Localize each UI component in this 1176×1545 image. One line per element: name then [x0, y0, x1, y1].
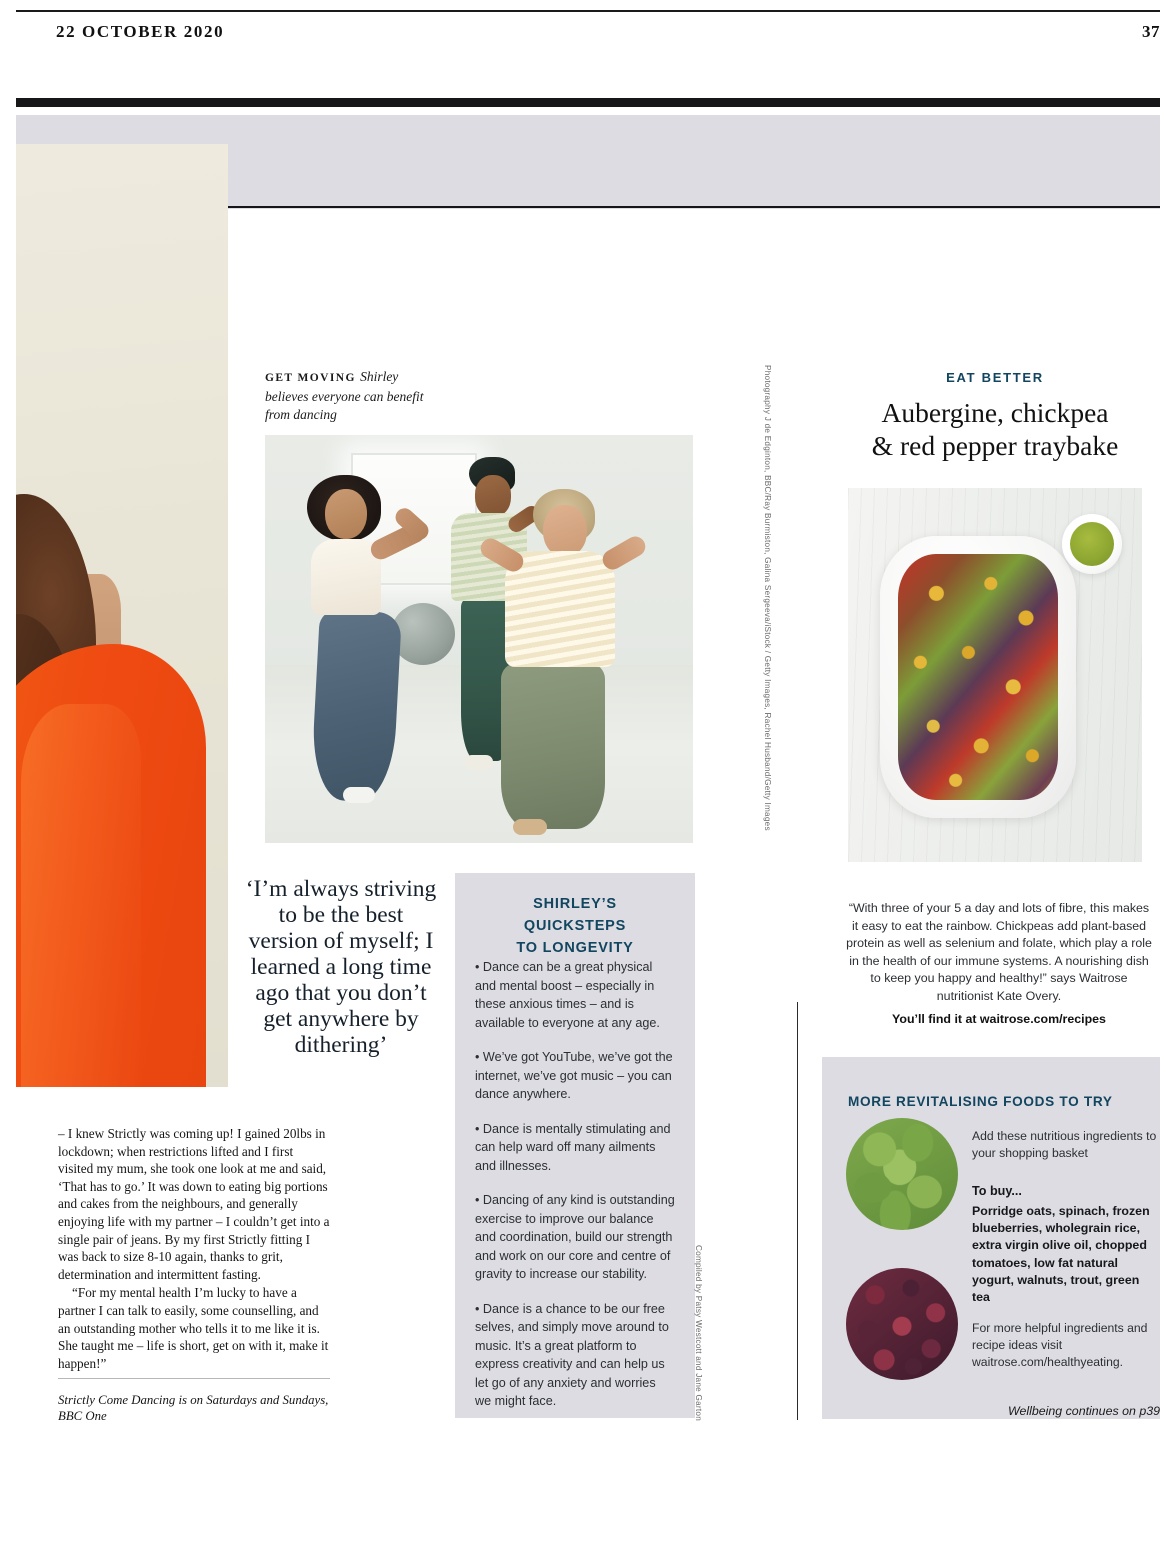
dancer-left-shoe — [343, 787, 375, 803]
quicksteps-bullet-list — [475, 958, 675, 1427]
dancer-middle-head — [475, 475, 511, 517]
to-buy-label: To buy... — [972, 1184, 1022, 1198]
eat-better-kicker: EAT BETTER — [946, 370, 1044, 385]
revitalising-more-info: For more helpful ingredients and recipe ideas visit waitrose.com/healthyeating. — [972, 1321, 1148, 1369]
section-black-band — [16, 98, 1160, 107]
article-paragraph: “For my mental health I’m lucky to have a partner I can talk to easily, some counselling, and an outstanding mother who tells it to me like it is. She taught me – life is short, get on with it, make it happen!” — [58, 1285, 329, 1371]
nutritionist-quote — [845, 900, 1153, 1028]
dance-class-photo — [265, 435, 693, 843]
dancer-right-shoe — [513, 819, 547, 835]
recipe-traybake-food — [898, 554, 1058, 800]
nutritionist-quote-text: “With three of your 5 a day and lots of fibre, this makes it easy to eat the rainbow. Chickpeas add plant-based protein as well as selenium and folate, which play a role in the health of our immune systems. A nourishing dish to keep you happy and healthy!” says Waitrose nutritionist Kate Overy. — [846, 901, 1152, 1003]
quicksteps-title-line-2: QUICKSTEPS — [523, 918, 627, 934]
sign-off-rule — [58, 1378, 330, 1379]
photography-credit: Photography J de Edginton, BBC/Ray Burmiston, Galina Sergeeva/iStock / Getty Images, Rachel Husband/Getty Images — [763, 365, 772, 831]
column-divider-rule — [797, 1002, 798, 1420]
caption-kicker: GET MOVING — [265, 372, 361, 384]
caption-text: Shirley believes everyone can benefit from dancing — [265, 369, 424, 422]
quicksteps-bullet: • Dance is a chance to be our free selves, and simply move around to music. It’s a great platform to express creativity and can help us let go of any anxiety and worries we might face. — [475, 1301, 669, 1408]
dancer-right-striped-tee — [505, 551, 615, 667]
continues-note: Wellbeing continues on p39 — [1007, 1404, 1160, 1418]
recipe-link-cta[interactable]: You’ll find it at waitrose.com/recipes — [892, 1011, 1106, 1026]
quicksteps-title-line-3: TO LONGEVITY — [516, 940, 634, 956]
quicksteps-bullet: • Dance can be a great physical and mental boost – especially in these anxious times – and is available to everyone at any age. — [475, 960, 660, 1030]
recipe-photo — [848, 488, 1142, 862]
to-buy-list: Porridge oats, spinach, frozen blueberries, wholegrain rice, extra virgin olive oil, chopped tomatoes, low fat natural yogurt, walnuts, trout, green tea — [972, 1204, 1150, 1305]
sign-off-note: Strictly Come Dancing is on Saturdays and Sundays, BBC One — [58, 1393, 329, 1423]
frozen-berries-photo — [846, 1268, 958, 1380]
recipe-title-line-1: Aubergine, chickpea — [881, 397, 1109, 428]
pull-quote: ‘I’m always striving to be the best version of myself; I learned a long time ago that you don’t get anywhere by dithering’ — [245, 876, 437, 1058]
portrait-garment-highlight — [21, 704, 141, 1087]
revitalising-intro-text: Add these nutritious ingredients to your shopping basket — [972, 1129, 1157, 1160]
masthead-top-rule — [16, 10, 1160, 12]
shirley-portrait-photo — [16, 144, 228, 1087]
masthead — [16, 10, 1160, 54]
compiled-by-credit: Compiled by Patsy Westcott and Jane Garton — [694, 1245, 703, 1422]
quicksteps-title-line-1: SHIRLEY’S — [533, 896, 617, 912]
revitalising-foods-title: MORE REVITALISING FOODS TO TRY — [848, 1094, 1113, 1109]
dancer-left-head — [325, 489, 367, 539]
top-hairline-rule — [227, 206, 1160, 208]
dancer-right-head — [543, 505, 587, 557]
get-moving-caption — [265, 368, 435, 425]
dancer-right-trousers — [501, 663, 605, 829]
recipe-title — [835, 396, 1155, 462]
article-paragraph: – I knew Strictly was coming up! I gained 20lbs in lockdown; when restrictions lifted and I first visited my mum, she took one look at me and said, ‘That has to go.’ It was down to eating big portions and cakes from the neighbours, and generally enjoying life with my partner – I couldn’t get into a single pair of jeans. By my first Strictly fitting I was back to size 8-10 again, thanks to grit, determination and intermittent fasting. — [58, 1126, 330, 1282]
quicksteps-bullet: • Dance is mentally stimulating and can help ward off many ailments and illnesses. — [475, 1121, 671, 1173]
spinach-photo — [846, 1118, 958, 1230]
pesto-dressing — [1070, 522, 1114, 566]
dancer-middle-shoe — [465, 755, 493, 770]
page-number: 37 — [1142, 22, 1160, 41]
quicksteps-bullet: • We’ve got YouTube, we’ve got the internet, we’ve got music – you can dance anywhere. — [475, 1050, 673, 1101]
quicksteps-title — [455, 893, 695, 959]
quicksteps-bullet: • Dancing of any kind is outstanding exercise to improve our balance and coordination, build our strength and work on our core and centre of gravity to increase our stability. — [475, 1193, 675, 1281]
recipe-title-line-2: & red pepper traybake — [871, 430, 1119, 461]
issue-date: 22 OCTOBER 2020 — [56, 22, 225, 41]
article-body — [58, 1125, 330, 1372]
